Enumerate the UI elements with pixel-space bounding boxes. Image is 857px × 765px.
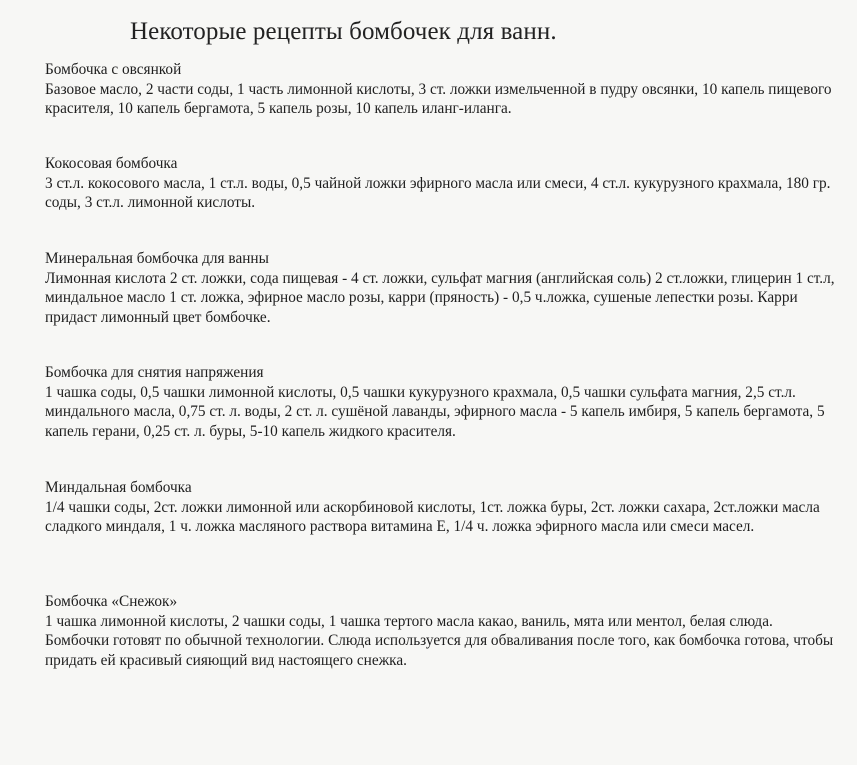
recipe-ingredients: 1/4 чашки соды, 2ст. ложки лимонной или аскорбиновой кислоты, 1ст. ложка буры, 2ст. ложки сахара, 2ст.ложки масла сладкого миндаля, 1 ч. ложка масляного раствора витамина Е, 1/4 ч. ложка эфирного масла или смеси масел. (45, 498, 820, 535)
recipe-relaxing (45, 363, 835, 441)
recipe-ingredients: Лимонная кислота 2 ст. ложки, сода пищевая - 4 ст. ложки, сульфат магния (английская соль) 2 ст.ложки, глицерин 1 ст.л, миндальное масло 1 ст. ложка, эфирное масло розы, карри (пряность) - 0,5 ч.ложка, сушеные лепестки розы. Карри придаст лимонный цвет бомбочке. (45, 269, 835, 326)
page-title: Некоторые рецепты бомбочек для ванн. (130, 18, 557, 45)
recipe-ingredients: 1 чашка соды, 0,5 чашки лимонной кислоты, 0,5 чашки кукурузного крахмала, 0,5 чашки сульфата магния, 2,5 ст.л. миндального масла, 0,75 ст. л. воды, 2 ст. л. сушёной лаванды, эфирного масла - 5 капель имбиря, 5 капель бергамота, 5 капель герани, 0,25 ст. л. буры, 5-10 капель жидкого красителя. (45, 383, 825, 440)
recipe-ingredients: Базовое масло, 2 части соды, 1 часть лимонной кислоты, 3 ст. ложки измельченной в пудру овсянки, 10 капель пищевого красителя, 10 капель бергамота, 5 капель розы, 10 капель иланг-иланга. (45, 80, 832, 117)
recipe-coconut (45, 154, 835, 213)
recipe-oatmeal (45, 60, 835, 119)
recipe-title: Бомбочка с овсянкой (45, 61, 182, 78)
recipe-title: Бомбочка «Снежок» (45, 593, 178, 610)
recipe-snowball (45, 592, 835, 670)
recipe-ingredients: 1 чашка лимонной кислоты, 2 чашки соды, 1 чашка тертого масла какао, ваниль, мята или ментол, белая слюда. Бомбочки готовят по обычной технологии. Слюда используется для обваливания после того, как бомбочка готова, чтобы придать ей красивый сияющий вид настоящего снежка. (45, 612, 834, 669)
recipe-almond (45, 478, 835, 537)
recipe-title: Миндальная бомбочка (45, 479, 192, 496)
recipe-title: Кокосовая бомбочка (45, 155, 178, 172)
recipe-title: Минеральная бомбочка для ванны (45, 250, 269, 267)
recipe-mineral (45, 249, 835, 327)
recipe-ingredients: 3 ст.л. кокосового масла, 1 ст.л. воды, 0,5 чайной ложки эфирного масла или смеси, 4 ст.л. кукурузного крахмала, 180 гр. соды, 3 ст.л. лимонной кислоты. (45, 174, 831, 211)
recipe-title: Бомбочка для снятия напряжения (45, 364, 264, 381)
